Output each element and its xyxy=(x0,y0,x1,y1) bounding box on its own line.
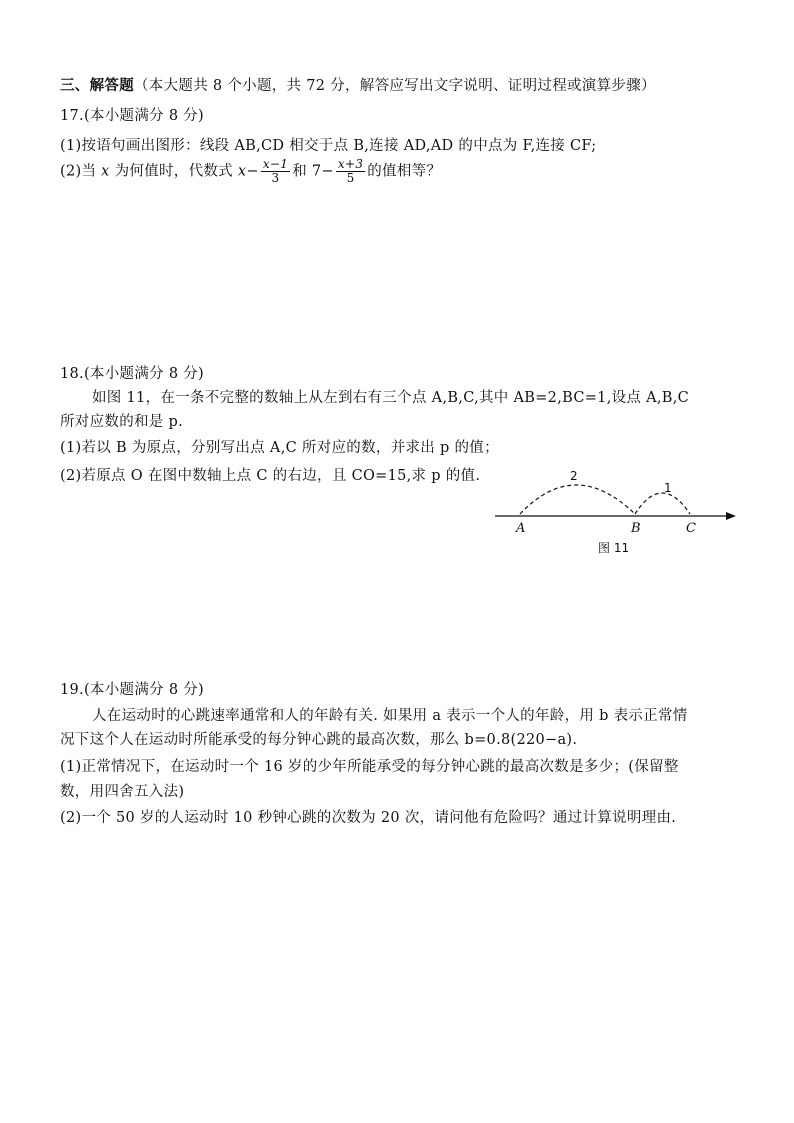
arc-ab-label: 2 xyxy=(570,469,578,483)
q19-part1-line2: 数，用四舍五入法) xyxy=(60,784,185,800)
section-title-rest: （本大题共 8 个小题，共 72 分，解答应写出文字说明、证明过程或演算步骤） xyxy=(134,78,656,94)
q17-fraction-1-denominator: 3 xyxy=(271,171,280,185)
q17-expr1-pre: x− xyxy=(237,163,259,180)
q19-part1-line1: (1)正常情况下，在运动时一个 16 岁的少年所能承受的每分钟心跳的最高次数是多少；(保留整 xyxy=(60,759,679,775)
q18-stem-line2: 所对应数的和是 p. xyxy=(60,414,183,430)
q19-header: 19.(本小题满分 8 分) xyxy=(60,682,205,698)
q17-part2 xyxy=(60,158,441,185)
q17-part2-var: x xyxy=(101,163,110,180)
q17-and: 和 7− xyxy=(292,163,334,180)
q17-part2-b: 为何值时，代数式 xyxy=(114,163,233,180)
q19-stem-line2: 况下这个人在运动时所能承受的每分钟心跳的最高次数，那么 b=0.8(220−a). xyxy=(60,732,578,748)
q17-header: 17.(本小题满分 8 分) xyxy=(60,108,205,124)
q17-part2-a: (2)当 xyxy=(60,163,97,180)
q17-fraction-1-numerator: x−1 xyxy=(262,157,289,171)
q18-part2: (2)若原点 O 在图中数轴上点 C 的右边，且 CO=15,求 p 的值. xyxy=(60,468,481,484)
q17-fraction-1 xyxy=(261,158,290,185)
arc-a-to-b xyxy=(520,485,635,514)
q17-fraction-2-denominator: 5 xyxy=(346,171,355,185)
q17-fraction-2 xyxy=(336,158,365,185)
point-a-label: A xyxy=(516,521,526,536)
q17-fraction-2-numerator: x+3 xyxy=(337,157,364,171)
q17-part1: (1)按语句画出图形：线段 AB,CD 相交于点 B,连接 AD,AD 的中点为 F,连接 CF; xyxy=(60,138,597,154)
arc-b-to-c xyxy=(635,493,690,514)
q19-stem-line1: 人在运动时的心跳速率通常和人的年龄有关. 如果用 a 表示一个人的年龄，用 b 表示正常情 xyxy=(92,708,688,724)
arc-bc-label: 1 xyxy=(664,481,672,495)
axis-arrowhead xyxy=(726,512,736,520)
q17-part2-end: 的值相等？ xyxy=(367,163,442,180)
q19-part2: (2)一个 50 岁的人运动时 10 秒钟心跳的次数为 20 次，请问他有危险吗？通过计算说明理由. xyxy=(60,810,677,826)
point-b-label: B xyxy=(631,521,641,536)
figure-caption: 图 11 xyxy=(598,541,630,555)
q18-stem-line1: 如图 11，在一条不完整的数轴上从左到右有三个点 A,B,C,其中 AB=2,BC=1,设点 A,B,C xyxy=(92,390,690,406)
q18-part1: (1)若以 B 为原点，分别写出点 A,C 所对应的数，并求出 p 的值； xyxy=(60,440,499,456)
section-title xyxy=(60,74,656,95)
number-line-figure xyxy=(490,462,740,557)
section-title-bold: 三、解答题 xyxy=(60,77,134,94)
point-c-label: C xyxy=(686,521,696,536)
q18-header: 18.(本小题满分 8 分) xyxy=(60,366,205,382)
